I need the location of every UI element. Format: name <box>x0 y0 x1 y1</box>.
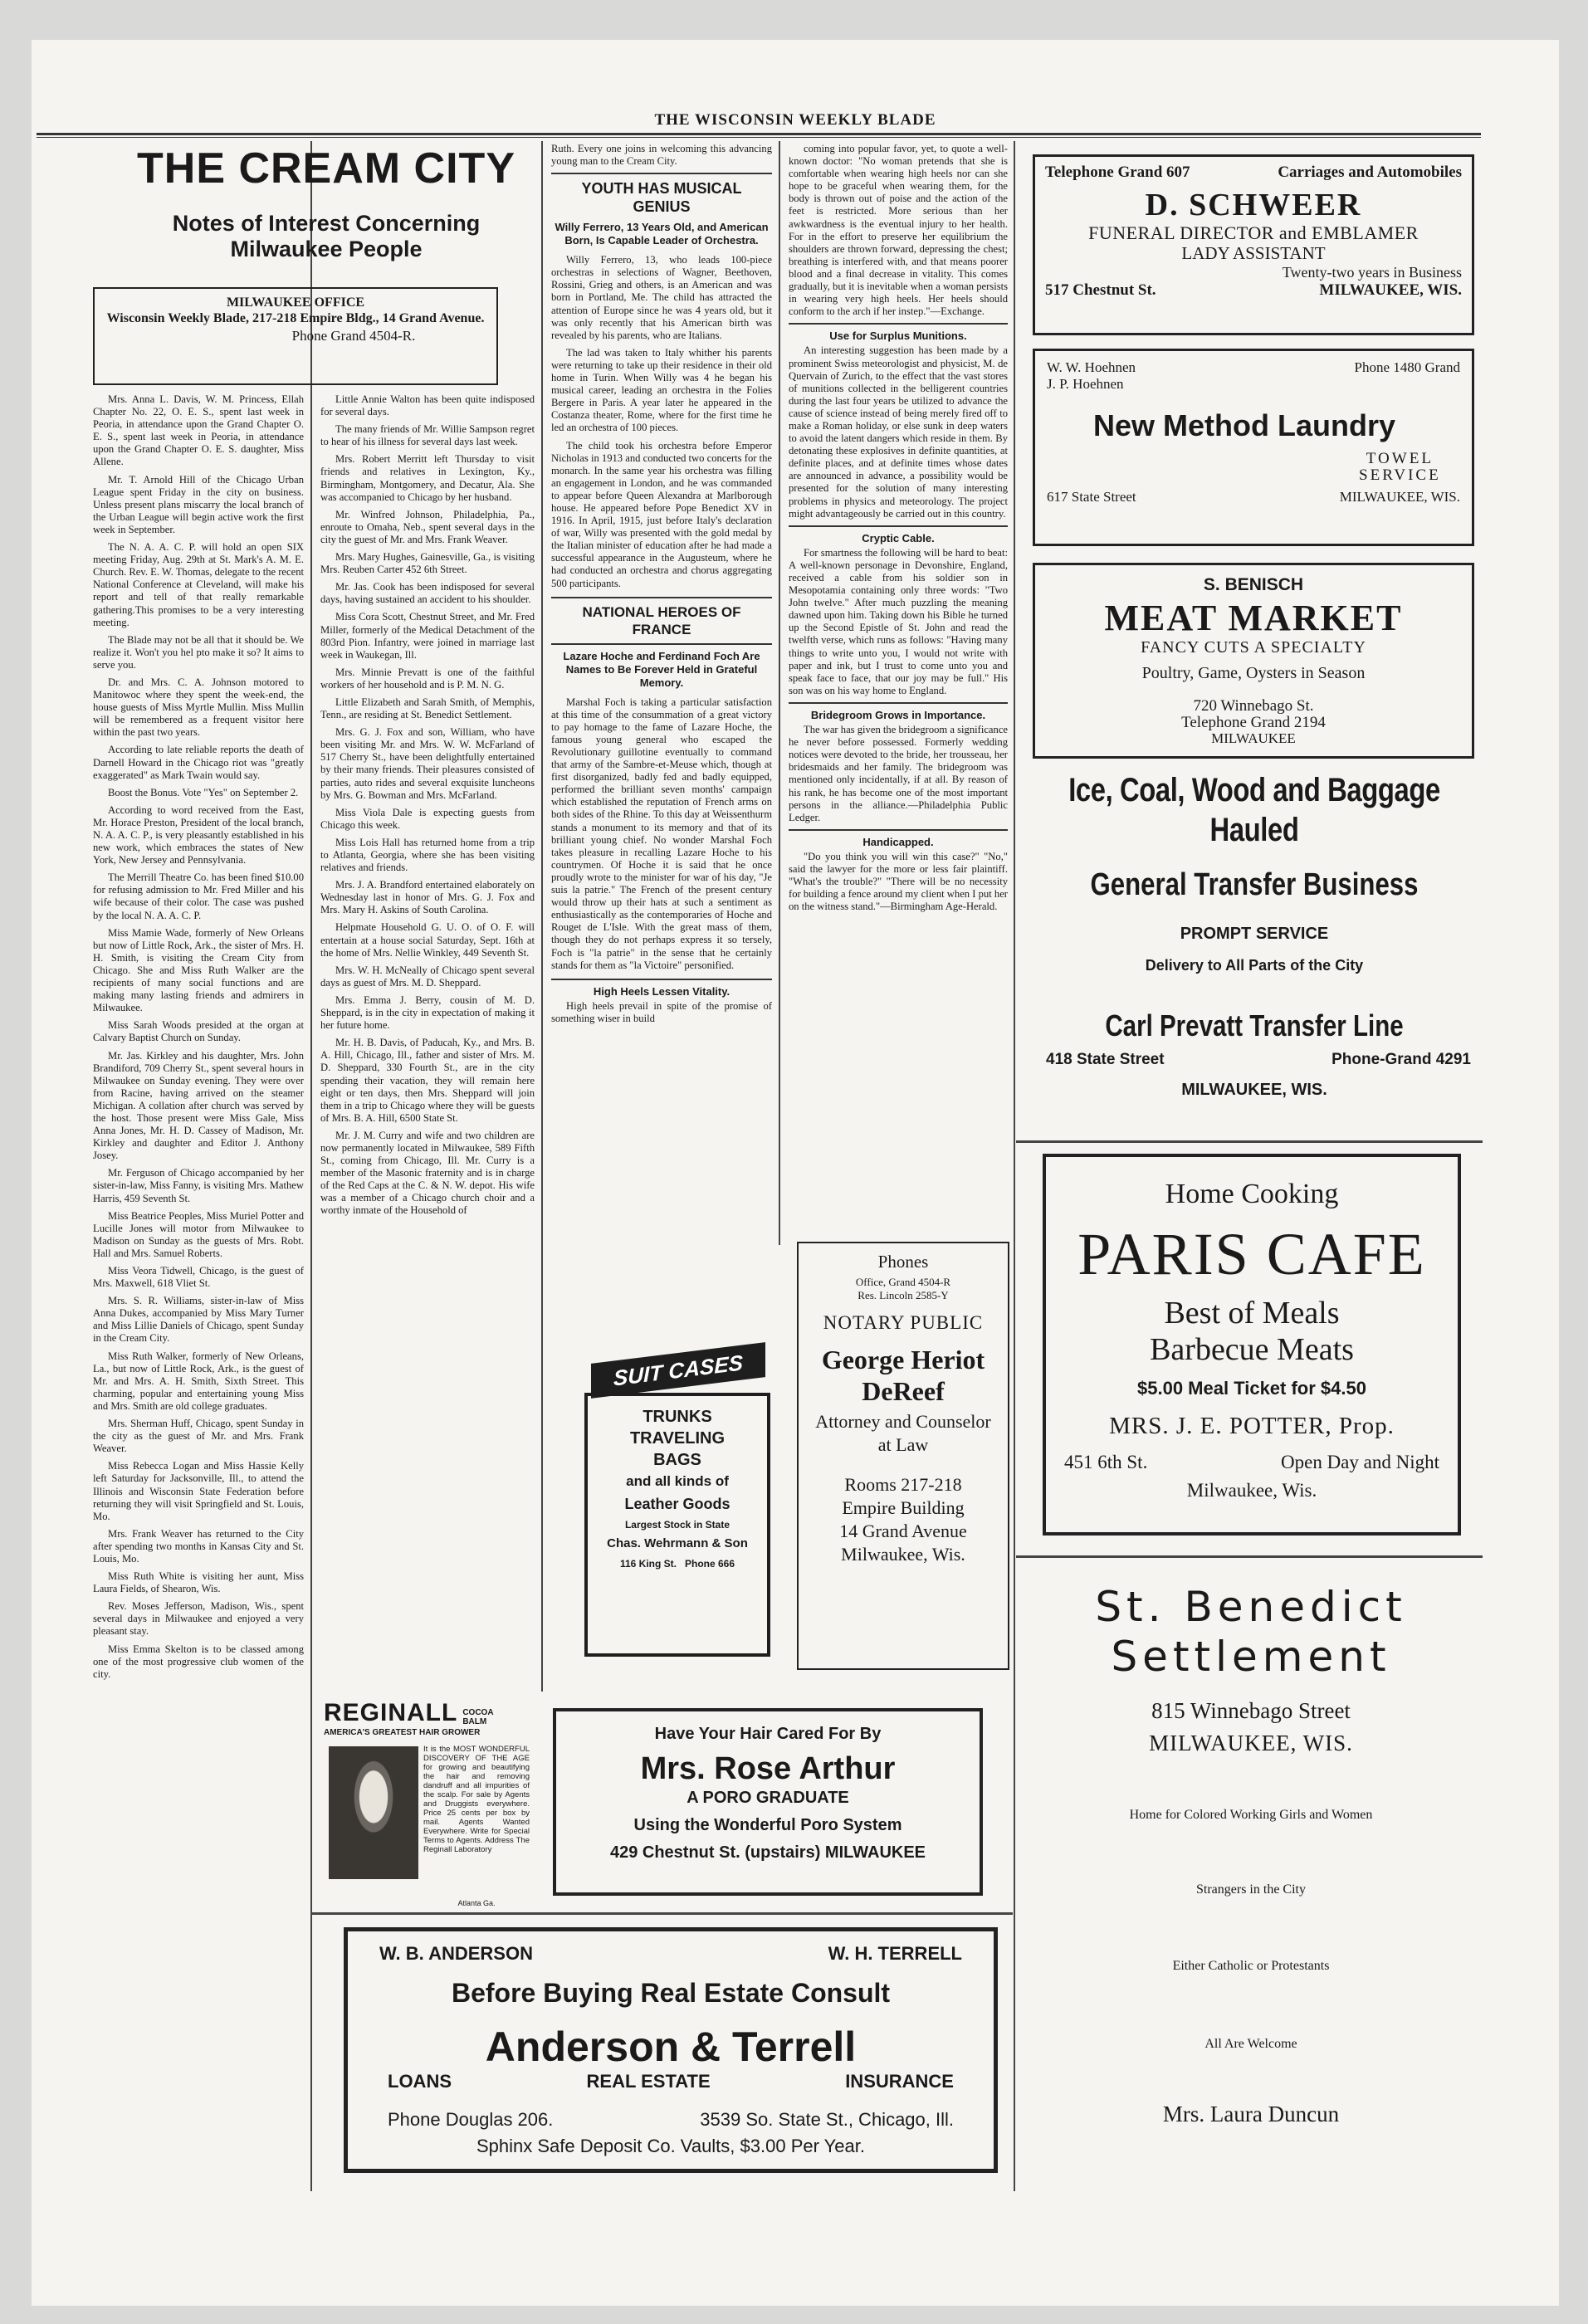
heels-article <box>551 1000 772 1025</box>
laundry-ad <box>1033 349 1474 546</box>
paragraph: High heels prevail in spite of the promise of something wiser in build <box>551 999 772 1024</box>
transfer-ad <box>1028 770 1481 1132</box>
youth-heading: YOUTH HAS MUSICAL GENIUS <box>581 180 742 216</box>
column-1-news <box>93 393 304 2195</box>
column-2-news <box>320 393 535 1690</box>
paragraph: Mrs. Anna L. Davis, W. M. Princess, Ellah Chapter No. 22, O. E. S., spent last week in Peoria, in attendance upon the Grand Chapter O. E. S., spent last week in Peoria, in attendance upon the Grand Chapter O. E. S. daughter, Miss Allene. <box>93 393 304 468</box>
notary-building: Empire Building <box>842 1497 965 1518</box>
paragraph: Mrs. Minnie Prevatt is one of the faithful workers of her household and is P. M. N. G. <box>320 666 535 691</box>
paris-cafe-ad <box>1043 1154 1461 1536</box>
suitcases-line: Chas. Wehrmann & Son <box>607 1536 748 1550</box>
paragraph: The Merrill Theatre Co. has been fined $10.00 for refusing admission to Mr. Fred Miller and his wife because of their color. The case was pushed by the local N. A. A. C. P. <box>93 872 304 921</box>
heroes-subhead: Lazare Hoche and Ferdinand Foch Are Names to Be Forever Held in Grateful Memory. <box>563 649 760 689</box>
notary-rooms: Rooms 217-218 <box>844 1474 962 1495</box>
paragraph: Mrs. Sherman Huff, Chicago, spent Sunday in the city as the guest of Mr. and Mrs. Frank Weaver. <box>93 1418 304 1455</box>
anderson-address: 3539 So. State St., Chicago, Ill. <box>700 2109 954 2130</box>
notary-city: Milwaukee, Wis. <box>841 1544 965 1565</box>
laundry-name: New Method Laundry <box>1093 408 1396 442</box>
schweer-phone: Telephone Grand 607 <box>1045 164 1190 181</box>
notary-avenue: 14 Grand Avenue <box>839 1521 967 1541</box>
col3-top: Ruth. Every one joins in welcoming this advancing young man to the Cream City. <box>551 143 772 168</box>
notary-title: NOTARY PUBLIC <box>823 1312 984 1333</box>
column-4 <box>789 143 1008 1247</box>
schweer-years: Twenty-two years in Business <box>1282 264 1462 281</box>
meat-city: MILWAUKEE <box>1211 730 1296 746</box>
anderson-insurance: INSURANCE <box>845 2071 954 2092</box>
benedict-city: MILWAUKEE, WIS. <box>1149 1731 1353 1755</box>
paragraph: Boost the Bonus. Vote "Yes" on September 2. <box>108 786 299 798</box>
paragraph: "Do you think you will win this case?" "No," said the lawyer for the more or less fair plaintiff. "What's the trouble?" "There will be no necessity for building a fence around my client when I put her on the witness stand."—Birmingham Age-Herald. <box>789 850 1008 913</box>
schweer-role: FUNERAL DIRECTOR and EMBLAMER <box>1088 222 1419 243</box>
transfer-city: MILWAUKEE, WIS. <box>1181 1081 1327 1099</box>
paris-owner: MRS. J. E. POTTER, Prop. <box>1109 1413 1395 1439</box>
munitions-article <box>789 344 1008 520</box>
paragraph: Miss Sarah Woods presided at the organ at Calvary Baptist Church on Sunday. <box>93 1019 304 1044</box>
paragraph: Little Annie Walton has been quite indisposed for several days. <box>320 393 535 418</box>
paragraph: Miss Veora Tidwell, Chicago, is the guest of Mrs. Maxwell, 618 Vliet St. <box>93 1265 304 1290</box>
masthead-rule-thin <box>37 137 1481 138</box>
paragraph: Little Elizabeth and Sarah Smith, of Memphis, Tenn., are residing at St. Benedict Settlement. <box>320 696 535 721</box>
paragraph: Miss Lois Hall has returned home from a trip to Atlanta, Georgia, where she has been visiting relatives and friends. <box>320 836 535 874</box>
meat-address: 720 Winnebago St. <box>1193 697 1314 715</box>
transfer-line-2: General Transfer Business <box>1090 867 1419 902</box>
benedict-address: 815 Winnebago Street <box>1151 1698 1351 1723</box>
laundry-towel: TOWEL <box>1366 450 1434 467</box>
suitcases-line: Leather Goods <box>624 1496 730 1512</box>
notary-name: George Heriot <box>821 1345 985 1374</box>
reginall-name: REGINALL <box>324 1699 458 1726</box>
benedict-either: Either Catholic or Protestants <box>1172 1959 1330 1973</box>
laundry-city: MILWAUKEE, WIS. <box>1339 489 1460 505</box>
suitcases-line: Phone 666 <box>685 1558 735 1570</box>
laundry-proprietor: W. W. Hoehnen <box>1047 359 1136 375</box>
schweer-services: Carriages and Automobiles <box>1278 164 1462 181</box>
paris-city: Milwaukee, Wis. <box>1186 1480 1317 1501</box>
benedict-home: Home for Colored Working Girls and Women <box>1129 1808 1373 1822</box>
paragraph: The child took his orchestra before Emperor Nicholas in 1913 and conducted two concerts for the monarch. In the same year his orchestra was filling an engagement in London, and he was commanded to appear before Queen Alexandra at Marlborough house. He appeared before Pope Benedict XV in 1916. In April, 1915, just before Italy's declaration of war, Willy was presented with the gold medal by the Italian minister of education after he had made a successful appearance in the Augusteum, where he had conducted an orchestra and chorus aggregating 500 participants. <box>551 439 772 589</box>
laundry-service: SERVICE <box>1359 466 1441 484</box>
paris-address: 451 6th St. <box>1064 1452 1148 1472</box>
benedict-contact: Mrs. Laura Duncun <box>1162 2102 1340 2126</box>
paragraph: Miss Mamie Wade, formerly of New Orleans but now of Little Rock, Ark., the sister of Mrs. H. H. Smith, is visiting the Cream City from Chicago. She and Miss Ruth Walker are the recipients of many social functions and are making many lasting friends and admirers in Milwaukee. <box>93 926 304 1014</box>
transfer-line-1: Ice, Coal, Wood and Baggage Hauled <box>1068 772 1440 848</box>
paragraph: The lad was taken to Italy whither his parents were returning to take up their residence in their old home in Turin. When Willy was 4 he began his musical career, leading an orchestra in the Folies Bergere in Paris. A year later he appeared in the Costanza theater, Rome, where for the first time he led an orchestra of 100 pieces. <box>551 346 772 434</box>
paragraph: Mrs. Robert Merritt left Thursday to visit friends and relatives in Lexington, Ky., Birmingham, Montgomery, and Decatur, Ala. She was accompanied to Chicago by her husband. <box>320 453 535 503</box>
meat-tagline: FANCY CUTS A SPECIALTY <box>1141 638 1366 657</box>
paragraph: Helpmate Household G. U. O. of O. F. will entertain at a house social Saturday, Sept. 16th at the home of Mrs. Nellie Winkley, 449 Seventh St. <box>320 921 535 959</box>
paragraph: Dr. and Mrs. C. A. Johnson motored to Manitowoc where they spent the week-end, the house guests of Miss Myrtle Mullin. Miss Mullin will be remembered as a frequent visitor here within the past two years. <box>93 676 304 739</box>
reginall-ad <box>324 1700 531 1914</box>
schweer-city: MILWAUKEE, WIS. <box>1319 281 1462 299</box>
notary-name-2: DeReef <box>862 1376 945 1406</box>
anderson-safe: Sphinx Safe Deposit Co. Vaults, $3.00 Per Year. <box>476 2136 865 2156</box>
paragraph: Mrs. Mary Hughes, Gainesville, Ga., is visiting Mrs. Reuben Carter 452 6th Street. <box>320 551 535 576</box>
cream-city-header <box>81 144 571 262</box>
paragraph: The war has given the bridegroom a significance he never before possessed. Formerly wedding notices were devoted to the bride, her trousseau, her bridesmaids and her family. The bridegroom was mentioned only incidentally, if at all. By reason of his rank, he has become one of the most important persons in the alliance.—Philadelphia Public Ledger. <box>789 724 1008 823</box>
section-rule <box>312 1912 1013 1915</box>
cream-city-subtitle-2: Milwaukee People <box>230 237 423 261</box>
section-rule <box>1016 1555 1483 1558</box>
column-rule <box>779 141 780 1245</box>
anderson-name-2: W. H. TERRELL <box>828 1943 962 1964</box>
newspaper-page <box>32 40 1559 2306</box>
paragraph: Mr. J. M. Curry and wife and two children are now permanently located in Milwaukee, 589 Fifth St., coming from Chicago, Ill. Mr. Curry is a member of the Masonic fraternity and is in charge of the Red Caps at the C. & N. W. depot. His wife was a member of a Chicago church choir and a worthy inmate of the Household of <box>320 1129 535 1217</box>
office-box <box>93 287 498 385</box>
paragraph: Mrs. W. H. McNeally of Chicago spent several days as guest of Mrs. M. D. Sheppard. <box>320 964 535 989</box>
paragraph: Mr. Winfred Johnson, Philadelphia, Pa., enroute to Omaha, Neb., spent several days in the city the guest of Mr. and Mrs. Frank Weaver. <box>320 508 535 545</box>
paragraph: Miss Viola Dale is expecting guests from Chicago this week. <box>320 806 535 831</box>
paragraph: Willy Ferrero, 13, who leads 100-piece orchestras in selections of Wagner, Beethoven, Rossini, Grieg and others, is an American and was born in Portland, Me. The child has attracted the attention of Europe since he was 4 years old, but it was only recently that his American birth was revealed by his parents, who are Italians. <box>551 254 772 341</box>
suitcases-line: TRAVELING <box>629 1429 726 1448</box>
notary-ad <box>797 1242 1009 1670</box>
meat-phone: Telephone Grand 2194 <box>1181 714 1326 731</box>
arthur-name: Mrs. Rose Arthur <box>640 1751 896 1786</box>
arthur-address: 429 Chestnut St. (upstairs) MILWAUKEE <box>609 1843 926 1862</box>
cream-city-subtitle: Notes of Interest Concerning <box>172 211 481 236</box>
paragraph: The many friends of Mr. Willie Sampson regret to hear of his illness for several days last week. <box>320 423 535 448</box>
column-rule <box>310 141 312 2191</box>
schweer-ad <box>1033 154 1474 335</box>
suitcases-line: and all kinds of <box>626 1473 729 1489</box>
masthead-rule <box>37 133 1481 135</box>
paragraph: The Blade may not be all that it should be. We realize it. Won't you hel pto make it so? It aims to serve you. <box>93 633 304 671</box>
column-rule <box>1014 141 1015 2191</box>
benedict-welcome: All Are Welcome <box>1204 2037 1297 2051</box>
arthur-line-1: Have Your Hair Cared For By <box>654 1725 882 1743</box>
anderson-real-estate: REAL ESTATE <box>586 2071 711 2092</box>
suitcases-line: Largest Stock in State <box>624 1519 730 1531</box>
office-address: Wisconsin Weekly Blade, 217-218 Empire Bldg., 14 Grand Avenue. <box>106 311 485 325</box>
paragraph: Mrs. S. R. Williams, sister-in-law of Miss Anna Dukes, accompanied by Miss Mary Turner and Miss Lillie Daniels of Chicago, spent Sunday in the Cream City. <box>93 1295 304 1345</box>
paragraph: Mr. Ferguson of Chicago accompanied by her sister-in-law, Miss Fanny, is visiting Mrs. Mathew Harris, 459 Seventh St. <box>93 1167 304 1204</box>
heels-heading: High Heels Lessen Vitality. <box>593 984 730 998</box>
benedict-title: St. Benedict <box>1095 1583 1407 1631</box>
paragraph: Miss Ruth White is visiting her aunt, Miss Laura Fields, of Shearon, Wis. <box>93 1570 304 1595</box>
notary-office-phone: Office, Grand 4504-R <box>855 1276 951 1288</box>
schweer-address: 517 Chestnut St. <box>1045 281 1156 299</box>
paris-name: PARIS CAFE <box>1077 1221 1426 1287</box>
suitcases-ad <box>576 1341 780 1660</box>
column-3 <box>551 143 772 1360</box>
office-title: MILWAUKEE OFFICE <box>226 295 365 310</box>
anderson-loans: LOANS <box>388 2071 452 2092</box>
section-rule <box>1016 1140 1483 1143</box>
paragraph: The N. A. A. C. P. will hold an open SIX meeting Friday, Aug. 29th at St. Mark's A. M. E. Church. Rev. E. W. Thomas, delegate to the recent National Conference at Cleveland, will make his report and tell of that really remarkable gathering.This promises to be a very interesting meeting. <box>93 541 304 628</box>
suitcases-box <box>584 1393 770 1657</box>
arthur-line-2: A PORO GRADUATE <box>687 1789 849 1807</box>
handicapped-article <box>789 851 1008 913</box>
cream-city-title: THE CREAM CITY <box>137 144 515 193</box>
transfer-prompt: PROMPT SERVICE <box>1180 925 1329 943</box>
paris-meal-ticket: $5.00 Meal Ticket for $4.50 <box>1137 1378 1366 1399</box>
heels-continued <box>789 143 1008 318</box>
paragraph: Miss Cora Scott, Chestnut Street, and Mr. Fred Miller, formerly of the Medical Detachment of the 803rd Pion. Infantry, were joined in marriage last week in Waukegan, Ill. <box>320 611 535 661</box>
benedict-ad <box>1024 1582 1478 2246</box>
anderson-terrell-ad <box>344 1927 998 2173</box>
paragraph: Rev. Moses Jefferson, Madison, Wis., spent several days in Milwaukee and enjoyed a very pleasant stay. <box>93 1600 304 1638</box>
column-rule <box>541 141 543 1692</box>
paragraph: Mr. T. Arnold Hill of the Chicago Urban League spent Friday in the city on business. Unless present plans miscarry the local branch of the Urban League will begin active work the first week in September. <box>93 473 304 535</box>
notary-role: Attorney and Counselor at Law <box>815 1411 991 1455</box>
reginall-city: Atlanta Ga. <box>457 1899 496 1907</box>
cryptic-article <box>789 547 1008 697</box>
reginall-tag: AMERICA'S GREATEST HAIR GROWER <box>324 1728 481 1737</box>
arthur-line-3: Using the Wonderful Poro System <box>633 1816 902 1834</box>
paragraph: Mr. Jas. Kirkley and his daughter, Mrs. John Brandiford, 709 Cherry St., spent several hours in Milwaukee on Sunday evening. They were over from Racine, having arrived on the steamer Michigan. A collation after church was served by the host. Those present were Miss Gale, Miss Anna Jones, Mr. H. D. Cassey of Madison, Mr. Kirkley and daughter and Editor J. Anthony Josey. <box>93 1049 304 1162</box>
munitions-heading: Use for Surplus Munitions. <box>829 330 967 343</box>
anderson-title: Anderson & Terrell <box>485 2024 857 2070</box>
transfer-address: 418 State Street <box>1046 1051 1165 1068</box>
anderson-line: Before Buying Real Estate Consult <box>451 1978 891 2008</box>
benedict-title-2: Settlement <box>1111 1633 1391 1681</box>
youth-subhead: Willy Ferrero, 13 Years Old, and American Born, Is Capable Leader of Orchestra. <box>555 221 769 247</box>
reginall-cocoa: COCOA BALM <box>462 1708 494 1726</box>
anderson-phone: Phone Douglas 206. <box>388 2109 554 2130</box>
laundry-phone: Phone 1480 Grand <box>1354 359 1460 375</box>
heroes-heading: NATIONAL HEROES OF FRANCE <box>582 603 741 637</box>
reginall-body: It is the MOST WONDERFUL DISCOVERY OF THE AGE for growing and beautifying the hair and removing dandruff and all impurities of the scalp. For sale by Agents and Druggists everywhere. Price 25 cents per box by mail. Agents Wanted Everywhere. Write for Special Terms to Agents. Address The Reginall Laboratory <box>423 1745 530 1854</box>
paragraph: coming into popular favor, yet, to quote a well-known doctor: "No woman pretends that she is comfortable when wearing high heels nor can she hope to be graceful when wearing them, for the body is thrown out of poise and the action of the feet is restricted. More serious than her awkwardness is the eventual injury to her health. For in the effort to preserve her equilibrium the shoulders are thrown forward, depressing the chest; breathing is interfered with, and that means poorer blood and a final decrease in vitality. This comes gradually, but it is inevitable when a woman persists in wearing very high heels. Her heels should conform to the arch if her instep."—Exchange. <box>789 143 1008 318</box>
suitcases-line: 116 King St. <box>619 1558 677 1570</box>
paris-hours: Open Day and Night <box>1281 1452 1439 1472</box>
rose-arthur-ad <box>553 1708 983 1896</box>
bridegroom-article <box>789 724 1008 824</box>
cryptic-heading: Cryptic Cable. <box>862 531 935 544</box>
schweer-assistant: LADY ASSISTANT <box>1181 243 1326 263</box>
notary-phones: Phones <box>877 1252 929 1272</box>
suitcases-line: TRUNKS <box>643 1408 712 1426</box>
meat-line: Poultry, Game, Oysters in Season <box>1141 664 1366 682</box>
meat-market-ad <box>1033 563 1474 759</box>
paragraph: Miss Beatrice Peoples, Miss Muriel Potter and Lucille Jones will motor from Milwaukee to Madison on Sunday as the guests of Mrs. Robt. Hall and Mrs. Samuel Roberts. <box>93 1209 304 1259</box>
paris-meals: Best of Meals <box>1164 1296 1340 1330</box>
paragraph: Mr. H. B. Davis, of Paducah, Ky., and Mrs. B. A. Hill, Chicago, Ill., father and sister of Mrs. M. D. Sheppard, 330 Fourth St., are in the city spending their vacation, they will remain here eight or ten days, then Mrs. Sheppard will join them in a trip to Chicago where they will be guests of Mrs. B. A. Hill, 6500 State St. <box>320 1037 535 1124</box>
youth-article <box>551 254 772 589</box>
laundry-proprietor-2: J. P. Hoehnen <box>1047 376 1124 392</box>
paragraph: An interesting suggestion has been made by a prominent Swiss meteorologist and physicist, M. de Quervain of Zurich, to the effect that the vast stores of munitions collected in the belligerent countries during the last four years be utilized to advance the cause of science instead of being merely fired off to make a Roman holiday, or else sunk in deep waters to avoid the latent dangers which reside in them. By detonating these explosives in definite quantities, at definite places, and at definite times whose dates are announced in advance, a possibility would be presented for the solution of many interesting problems in physics and meteorology. The project might advantageously be carried out in this country. <box>789 344 1008 520</box>
paragraph: Marshal Foch is taking a particular satisfaction at this time of the consummation of a great victory to pay homage to the fame of Lazare Hoche, the famous young general who escaped the Revolutionary guillotine eventually to command that army of the Sambre-et-Meuse which, though at first disorganized, badly fed and badly equipped, performed the brilliant seven months' campaign which established the reputation of French arms on both sides of the Rhine. To this day at Weissenthurm stands a monument to its memory and that of its brilliant young chief. No wonder Marshal Foch takes pleasure in recalling Lazare Hoche to his countrymen. Of Hoche it is said that he once proudly wrote to the minister for war of his day, "Je suis la patrie." The French of the present century would throw up their hats at such a sentiment as enthusiastically as the contemporaries of Hoche and Rouget de L'Isle. With the great mass of them, though they do not perhaps express it so tersely, Foch is "la patrie" in the sense that he certainly stands for them as "la Victoire" personified. <box>551 696 772 971</box>
paragraph: According to word received from the East, Mr. Horace Preston, President of the local branch, N. A. A. C. P., is very pleasantly established in his new work, which embraces the states of New York, New Jersey and Pennsylvania. <box>93 803 304 867</box>
anderson-name-1: W. B. ANDERSON <box>379 1943 533 1964</box>
transfer-delivery: Delivery to All Parts of the City <box>1145 957 1364 974</box>
paragraph: Mrs. G. J. Fox and son, William, who have been visiting Mr. and Mrs. W. W. McFarland of 517 Cherry St., have been delightfully entertained by their many friends. Their pleasures consisted of parties, auto rides and several exquisite luncheons by Mrs. G. Bowman and Mrs. McFarland. <box>320 726 535 801</box>
paragraph: Miss Ruth Walker, formerly of New Orleans, La., but now of Little Rock, Ark., is the guest of Mr. and Mrs. A. H. Smith, Sixth Street. This charming, popular and entertaining young Miss and Mrs. Smith are old college graduates. <box>93 1350 304 1412</box>
suitcases-line: BAGS <box>653 1451 701 1469</box>
transfer-phone: Phone-Grand 4291 <box>1331 1051 1471 1068</box>
notary-res-phone: Res. Lincoln 2585-Y <box>858 1289 949 1301</box>
transfer-name: Carl Prevatt Transfer Line <box>1105 1008 1404 1042</box>
laundry-address: 617 State Street <box>1047 489 1136 505</box>
suitcases-banner: SUIT CASES <box>591 1342 765 1399</box>
paragraph: Mrs. Emma J. Berry, cousin of M. D. Sheppard, is in the city in expectation of making it her future home. <box>320 994 535 1032</box>
benedict-strangers: Strangers in the City <box>1196 1882 1306 1897</box>
handicapped-heading: Handicapped. <box>862 835 934 848</box>
paris-barbecue: Barbecue Meats <box>1150 1332 1354 1367</box>
meat-owner: S. BENISCH <box>1203 575 1304 594</box>
office-phone: Phone Grand 4504-R. <box>291 328 416 344</box>
bridegroom-heading: Bridegroom Grows in Importance. <box>810 708 986 721</box>
paragraph: Mr. Jas. Cook has been indisposed for several days, having sustained an accident to his shoulder. <box>320 581 535 606</box>
heroes-article <box>551 696 772 972</box>
schweer-name: D. SCHWEER <box>1145 188 1362 222</box>
paragraph: For smartness the following will be hard to beat: A well-known personage in Devonshire, England, received a cable from his soldier son in Mesopotamia containing only three words: "Two John twelve." After much puzzling the meaning dawned upon him. Taking down his Bible he turned up the Second Epistle of St. John and read the twelfth verse, which runs as follows: "Having many things to write unto you, I would not write with paper and ink, but I trust to come unto you and speak face to face, that our joy may be full." His son was on his way home to England. <box>789 546 1008 696</box>
paragraph: Miss Rebecca Logan and Miss Hassie Kelly left Saturday for Jacksonville, Ill., to attend the Illinois and Wisconsin State Federation before returning they will visit Springfield and St. Louis, Mo. <box>93 1460 304 1522</box>
masthead: THE WISCONSIN WEEKLY BLADE <box>654 111 936 129</box>
portrait-image <box>329 1746 418 1879</box>
paragraph: Mrs. Frank Weaver has returned to the City after spending two months in Kansas City and St. Louis, Mo. <box>93 1527 304 1565</box>
paris-home-cooking: Home Cooking <box>1165 1179 1339 1209</box>
meat-name: MEAT MARKET <box>1104 598 1403 638</box>
paragraph: Miss Emma Skelton is to be classed among one of the most progressive club women of the city. <box>93 1643 304 1680</box>
paragraph: According to late reliable reports the death of Darnell Howard in the Chicago riot was "greatly exaggerated" as Mark Twain would say. <box>93 744 304 781</box>
paragraph: Mrs. J. A. Brandford entertained elaborately on Wednesday last in honor of Mrs. G. J. Fox and Mrs. Mary H. Askins of South Carolina. <box>320 879 535 916</box>
